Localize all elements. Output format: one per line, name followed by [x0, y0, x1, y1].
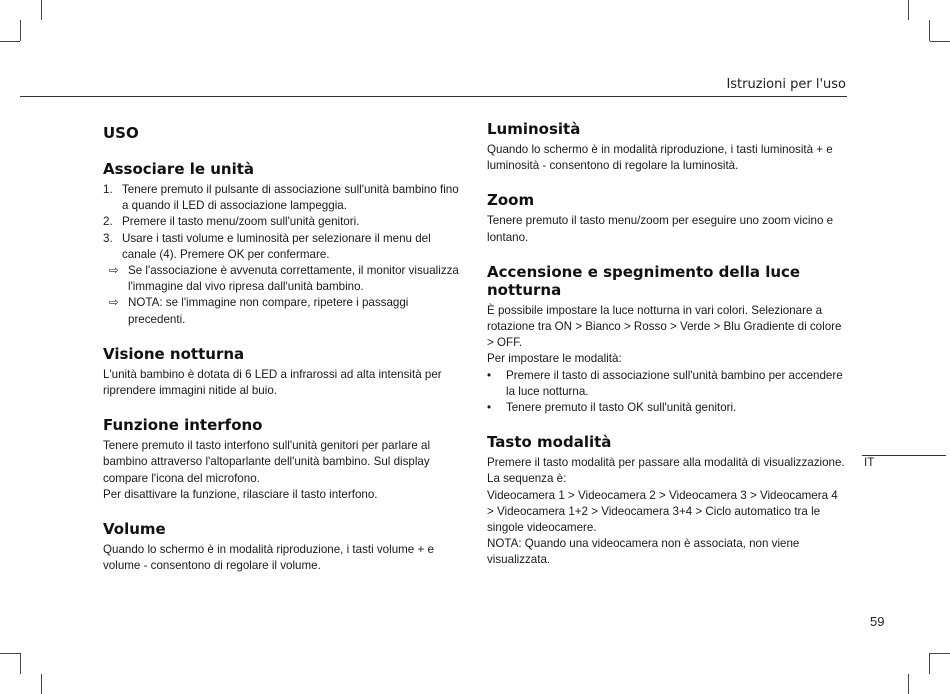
paragraph: Quando lo schermo è in modalità riproduzione, i tasti volume + e volume - consentono di regolare il volume. [103, 543, 434, 573]
result-text: Se l'associazione è avvenuta correttamente, il monitor visualizza l'immagine dal vivo ripresa dall'unità bambino. [128, 264, 459, 294]
bullet-text: Premere il tasto di associazione sull'unità bambino per accendere la luce notturna. [506, 368, 843, 398]
bullet-list [487, 368, 847, 417]
section-title: Funzione interfono [103, 416, 263, 435]
arrow-right-icon: ⇨ [109, 296, 119, 310]
step-text: Tenere premuto il pulsante di associazione sull'unità bambino fino a quando il LED di associazione lampeggia. [122, 183, 459, 213]
paragraph: Quando lo schermo è in modalità riproduzione, i tasti luminosità + e luminosità - consentono di regolare la luminosità. [487, 143, 833, 173]
list-item [103, 214, 465, 230]
bullet-text: Tenere premuto il tasto OK sull'unità genitori. [506, 401, 737, 415]
crop-mark [908, 0, 909, 20]
crop-mark [0, 41, 20, 42]
right-column [487, 120, 847, 586]
crop-mark [908, 674, 909, 694]
paragraph: NOTA: Quando una videocamera non è associata, non viene visualizzata. [487, 537, 800, 567]
step-number: 3. [103, 231, 113, 245]
step-text: Premere il tasto menu/zoom sull'unità genitori. [122, 215, 360, 229]
section-night-light [487, 263, 847, 416]
paragraph: Videocamera 1 > Videocamera 2 > Videocamera 3 > Videocamera 4 > Videocamera 1+2 > Videocamera 3+4 > Ciclo automatico tra le singole videocamere. [487, 488, 838, 535]
section-title: Visione notturna [103, 344, 245, 363]
crop-mark [0, 653, 20, 654]
steps-list [103, 182, 465, 263]
language-tab-label: IT [864, 456, 875, 469]
header-rule [20, 96, 847, 97]
crop-mark [929, 20, 930, 41]
step-number: 2. [103, 215, 113, 229]
paragraph: Tenere premuto il tasto interfono sull'unità genitori per parlare al bambino attraverso l'altoparlante dell'unità bambino. Sul display compare l'icona del microfono. [103, 439, 431, 485]
step-number: 1. [103, 183, 113, 196]
section-night-vision [103, 345, 465, 399]
paragraph: L'unità bambino è dotata di 6 LED a infrarossi ad alta intensità per riprendere immagini nitide al buio. [103, 367, 442, 398]
language-tab-rule [862, 455, 946, 456]
arrow-right-icon: ⇨ [109, 264, 119, 278]
running-header: Istruzioni per l'uso [726, 77, 846, 92]
step-text: Usare i tasti volume e luminosità per selezionare il menu del canale (4). Premere OK per confermare. [122, 231, 431, 261]
bullet-icon: • [487, 368, 492, 382]
list-item [487, 368, 847, 400]
section-intercom [103, 416, 465, 503]
paragraph: È possibile impostare la luce notturna in vari colori. Selezionare a rotazione tra ON > Bianco > Rosso > Verde > Blu Gradiente di colore > OFF. [487, 303, 842, 350]
paragraph: Per impostare le modalità: [487, 352, 622, 366]
left-column [103, 120, 465, 591]
section-title: Luminosità [487, 120, 581, 138]
section-title: Zoom [487, 191, 535, 210]
crop-mark [930, 41, 950, 42]
section-title: Tasto modalità [487, 433, 612, 452]
crop-mark [41, 674, 42, 694]
result-text: NOTA: se l'immagine non compare, ripetere i passaggi precedenti. [128, 296, 409, 326]
page-number: 59 [870, 614, 885, 629]
section-volume [103, 520, 465, 574]
section-title: Accensione e spegnimento della luce notturna [487, 262, 801, 299]
crop-mark [20, 20, 21, 41]
paragraph: Per disattivare la funzione, rilasciare il tasto interfono. [103, 487, 378, 501]
list-item [103, 263, 465, 295]
chapter-title: USO [103, 124, 139, 142]
section-brightness [487, 120, 847, 174]
results-list [103, 263, 465, 328]
bullet-icon: • [487, 401, 492, 415]
paragraph: Premere il tasto modalità per passare alla modalità di visualizzazione. La sequenza è: [487, 456, 845, 486]
section-zoom [487, 191, 847, 245]
list-item [103, 182, 465, 214]
paragraph: Tenere premuto il tasto menu/zoom per eseguire uno zoom vicino e lontano. [487, 214, 834, 244]
crop-mark [41, 0, 42, 20]
list-item [103, 295, 465, 327]
section-associate [103, 160, 465, 328]
list-item [103, 231, 465, 263]
section-title: Volume [103, 520, 166, 539]
crop-mark [20, 653, 21, 674]
crop-mark [930, 653, 950, 654]
list-item [487, 400, 847, 416]
section-title: Associare le unità [103, 160, 255, 178]
section-mode-button [487, 433, 847, 568]
crop-mark [929, 653, 930, 674]
